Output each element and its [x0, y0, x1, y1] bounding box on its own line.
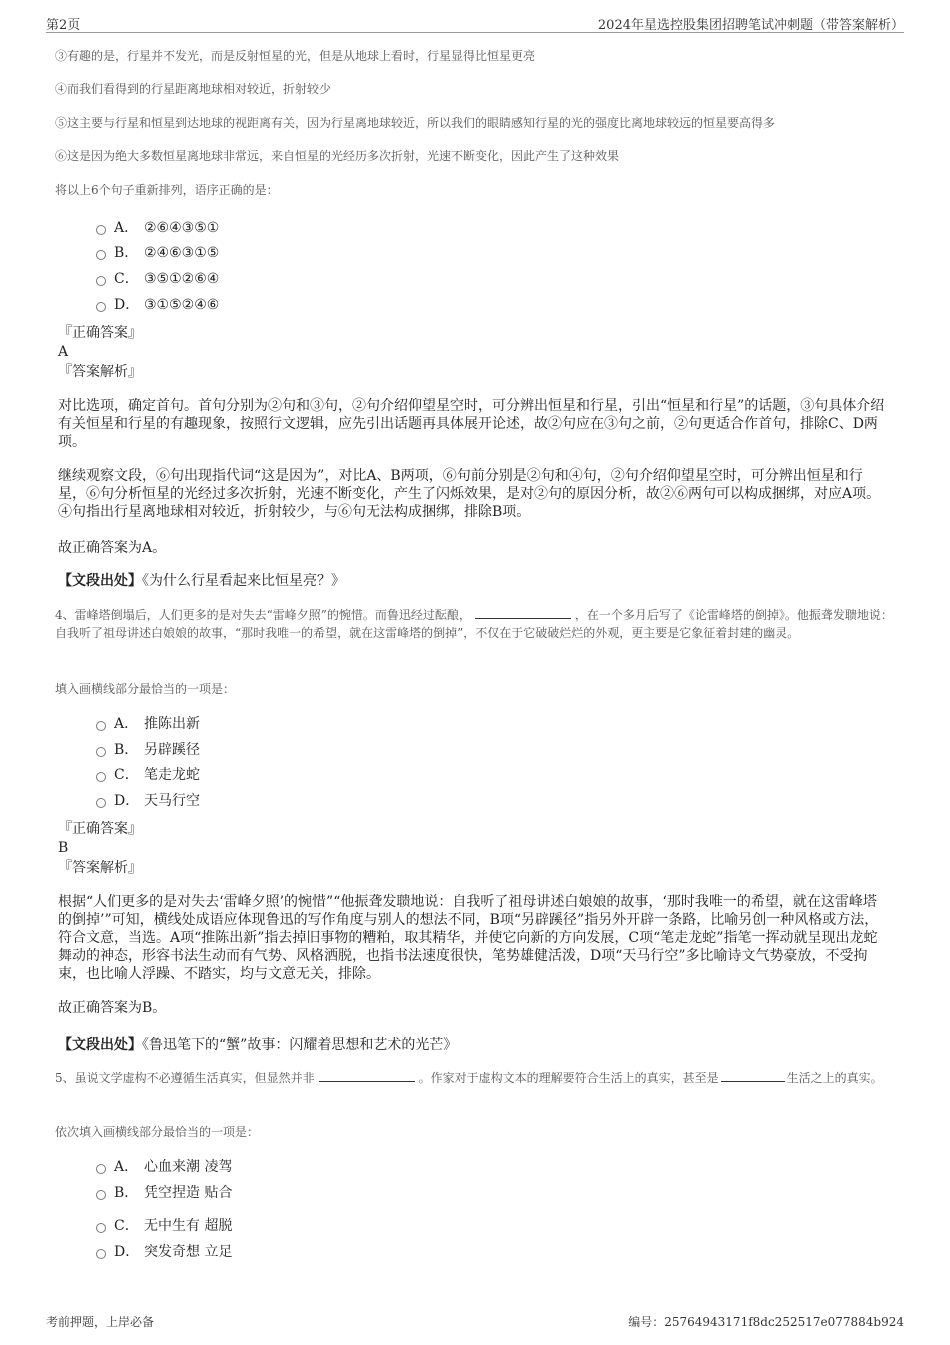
radio-icon[interactable] — [96, 1223, 106, 1233]
option-d[interactable]: D． ③①⑤②④⑥ — [96, 295, 219, 315]
option-b[interactable]: B． ②④⑥③①⑤ — [96, 243, 219, 263]
radio-icon[interactable] — [96, 250, 106, 260]
page-footer — [46, 1313, 904, 1330]
answer-label: 『正确答案』 — [58, 821, 142, 837]
option-a[interactable]: A． ②⑥④③⑤① — [96, 218, 219, 238]
sentence-5: ⑤这主要与行星和恒星到达地球的视距离有关，因为行星离地球较近，所以我们的眼睛感知行星的光的强度比离地球较远的恒星要高得多 — [55, 116, 776, 130]
radio-icon[interactable] — [96, 302, 106, 312]
option-c[interactable]: C． 无中生有 超脱 — [96, 1216, 232, 1236]
radio-icon[interactable] — [96, 1190, 106, 1200]
analysis-paragraph: 继续观察文段，⑥句出现指代词“这是因为”，对比A、B两项，⑥句前分别是②句和④句，②句介绍仰望星空时，可分辨出恒星和行星，⑥句分析恒星的光经过多次折射，光速不断变化，产生了闪烁效果，是对②句的原因分析，故②⑥两句可以构成捆绑，对应A项。④句指出行星离地球相对较近，折射较少，与⑥句无法构成捆绑，排除B项。 — [58, 468, 881, 520]
document-title: 2024年星选控股集团招聘笔试冲刺题（带答案解析） — [597, 18, 904, 33]
radio-icon[interactable] — [96, 225, 106, 235]
option-c[interactable]: C． 笔走龙蛇 — [96, 765, 200, 785]
option-c[interactable]: C． ③⑤①②⑥④ — [96, 269, 219, 289]
answer-value: A — [58, 344, 69, 360]
radio-icon[interactable] — [96, 772, 106, 782]
page-number: 第2页 — [46, 18, 81, 33]
option-b[interactable]: B． 凭空捏造 贴合 — [96, 1183, 232, 1203]
question-prompt: 将以上6个句子重新排列，语序正确的是： — [55, 183, 279, 197]
sentence-6: ⑥这是因为绝大多数恒星离地球非常远，来自恒星的光经历多次折射，光速不断变化，因此产生了这种效果 — [55, 149, 620, 163]
source-citation: 【文段出处】《鲁迅笔下的“蟹”故事：闪耀着思想和艺术的光芒》 — [58, 1037, 458, 1053]
analysis-paragraph: 对比选项，确定首句。首句分别为②句和③句，②句介绍仰望星空时，可分辨出恒星和行星，引出“恒星和行星”的话题，③句具体介绍有关恒星和行星的有趣现象，按照行文逻辑，应先引出话题再具体展开论述，故②句应在③句之前，②句更适合作首句，排除C、D两项。 — [58, 398, 885, 450]
radio-icon[interactable] — [96, 276, 106, 286]
radio-icon[interactable] — [96, 1249, 106, 1259]
option-a[interactable]: A． 推陈出新 — [96, 714, 200, 734]
answer-blank — [721, 1069, 785, 1082]
answer-blank — [319, 1069, 415, 1082]
radio-icon[interactable] — [96, 721, 106, 731]
sentence-4: ④而我们看得到的行星距离地球相对较近，折射较少 — [55, 82, 332, 96]
answer-value: B — [58, 840, 69, 856]
question-stem: 4、雷峰塔倒塌后，人们更多的是对失去“雷峰夕照”的惋惜。而鲁迅经过酝酿， ，在一个多月后写了《论雷峰塔的倒掉》。他振聋发聩地说：自我听了祖母讲述白娘娘的故事，“那时我唯一的希望，就在这雷峰塔的倒掉”，不仅在于它破破烂烂的外观，更主要是它象征着封建的幽灵。 — [55, 608, 893, 640]
option-d[interactable]: D． 天马行空 — [96, 791, 200, 811]
radio-icon[interactable] — [96, 1164, 106, 1174]
radio-icon[interactable] — [96, 747, 106, 757]
answer-blank — [475, 606, 571, 619]
analysis-label: 『答案解析』 — [58, 860, 142, 876]
option-a[interactable]: A． 心血来潮 凌驾 — [96, 1157, 232, 1177]
analysis-label: 『答案解析』 — [58, 364, 142, 380]
source-citation: 【文段出处】《为什么行星看起来比恒星亮？》 — [58, 573, 345, 589]
page-header — [46, 14, 904, 33]
option-d[interactable]: D． 突发奇想 立足 — [96, 1242, 232, 1262]
analysis-conclusion: 故正确答案为A。 — [58, 540, 167, 556]
footer-slogan: 考前押题，上岸必备 — [46, 1315, 155, 1329]
answer-label: 『正确答案』 — [58, 325, 142, 341]
analysis-paragraph: 根据“人们更多的是对失去‘雷峰夕照’的惋惜”“他振聋发聩地说：自我听了祖母讲述白娘娘的故事，‘那时我唯一的希望，就在这雷峰塔的倒掉’”可知，横线处成语应体现鲁迅的写作角度与别人的想法不同，B项“另辟蹊径”指另外开辟一条路，比喻另创一种风格或方法，符合文意，当选。A项“推陈出新”指去掉旧事物的糟粕，取其精华，并使它向新的方向发展，C项“笔走龙蛇”指笔一挥动就呈现出龙蛇舞动的神态，形容书法生动而有气势、风格洒脱，也指书法速度很快，笔势雄健活泼，D项“天马行空”多比喻诗文气势豪放，不受拘束，也比喻人浮躁、不踏实，均与文意无关，排除。 — [58, 894, 879, 982]
analysis-conclusion: 故正确答案为B。 — [58, 1000, 167, 1016]
radio-icon[interactable] — [96, 798, 106, 808]
question-prompt: 依次填入画横线部分最恰当的一项是： — [55, 1125, 260, 1139]
question-prompt: 填入画横线部分最恰当的一项是： — [55, 682, 236, 696]
question-stem: 5、虽说文学虚构不必遵循生活真实，但显然并非 。作家对于虚构文本的理解要符合生活上的真实，甚至是 生活之上的真实。 — [55, 1071, 883, 1085]
option-b[interactable]: B． 另辟蹊径 — [96, 740, 200, 760]
sentence-3: ③有趣的是，行星并不发光，而是反射恒星的光，但是从地球上看时，行星显得比恒星更亮 — [55, 49, 536, 63]
document-id: 编号：25764943171f8dc252517e077884b924 — [628, 1315, 904, 1329]
